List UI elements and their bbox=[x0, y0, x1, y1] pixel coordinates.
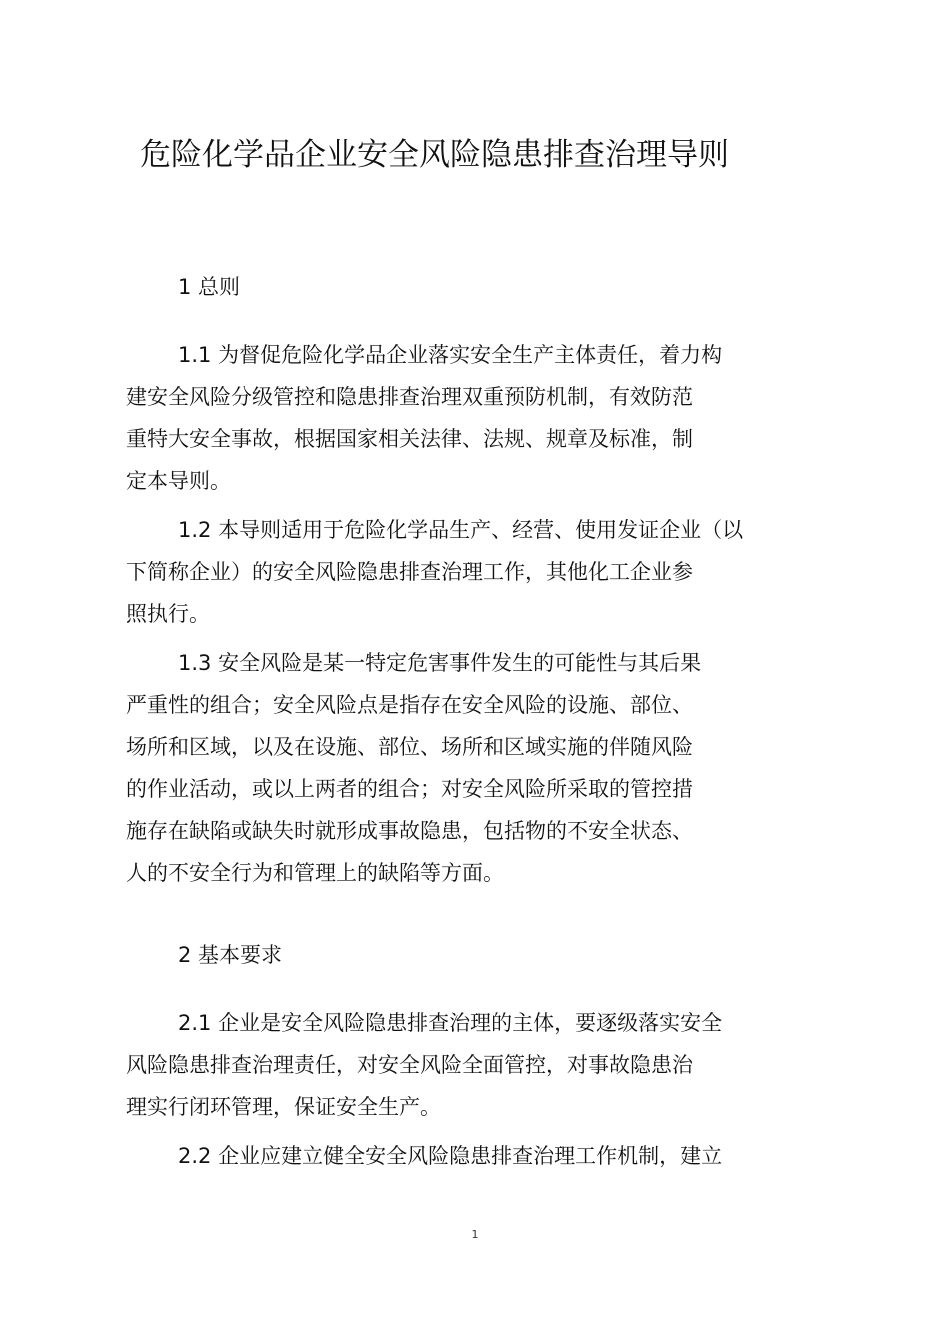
paragraph-line: 场所和区域，以及在设施、部位、场所和区域实施的伴随风险 bbox=[126, 735, 693, 759]
paragraph-line: 1.1 为督促危险化学品企业落实安全生产主体责任，着力构 bbox=[178, 343, 723, 367]
paragraph-line: 风险隐患排查治理责任，对安全风险全面管控，对事故隐患治 bbox=[126, 1053, 693, 1077]
paragraph-line: 1.3 安全风险是某一特定危害事件发生的可能性与其后果 bbox=[178, 651, 702, 675]
paragraph-line: 1.2 本导则适用于危险化学品生产、经营、使用发证企业（以 bbox=[178, 518, 744, 542]
paragraph-line: 2.1 企业是安全风险隐患排查治理的主体，要逐级落实安全 bbox=[178, 1011, 723, 1035]
page-number: 1 bbox=[471, 1228, 479, 1241]
paragraph-line: 下简称企业）的安全风险隐患排查治理工作，其他化工企业参 bbox=[126, 560, 693, 584]
paragraph-line: 人的不安全行为和管理上的缺陷等方面。 bbox=[126, 861, 504, 885]
paragraph-line: 照执行。 bbox=[126, 602, 210, 626]
paragraph-line: 2.2 企业应建立健全安全风险隐患排查治理工作机制，建立 bbox=[178, 1144, 723, 1168]
paragraph-line: 严重性的组合；安全风险点是指存在安全风险的设施、部位、 bbox=[126, 693, 693, 717]
paragraph-line: 重特大安全事故，根据国家相关法律、法规、规章及标准，制 bbox=[126, 427, 693, 451]
paragraph-line: 理实行闭环管理，保证安全生产。 bbox=[126, 1095, 441, 1119]
paragraph-line: 建安全风险分级管控和隐患排查治理双重预防机制，有效防范 bbox=[126, 385, 693, 409]
section-heading-1: 1 总则 bbox=[178, 275, 241, 299]
paragraph-line: 施存在缺陷或缺失时就形成事故隐患，包括物的不安全状态、 bbox=[126, 819, 693, 843]
section-heading-2: 2 基本要求 bbox=[178, 943, 283, 967]
paragraph-line: 的作业活动，或以上两者的组合；对安全风险所采取的管控措 bbox=[126, 777, 693, 801]
paragraph-line: 定本导则。 bbox=[126, 469, 231, 493]
document-title: 危险化学品企业安全风险隐患排查治理导则 bbox=[140, 137, 729, 173]
